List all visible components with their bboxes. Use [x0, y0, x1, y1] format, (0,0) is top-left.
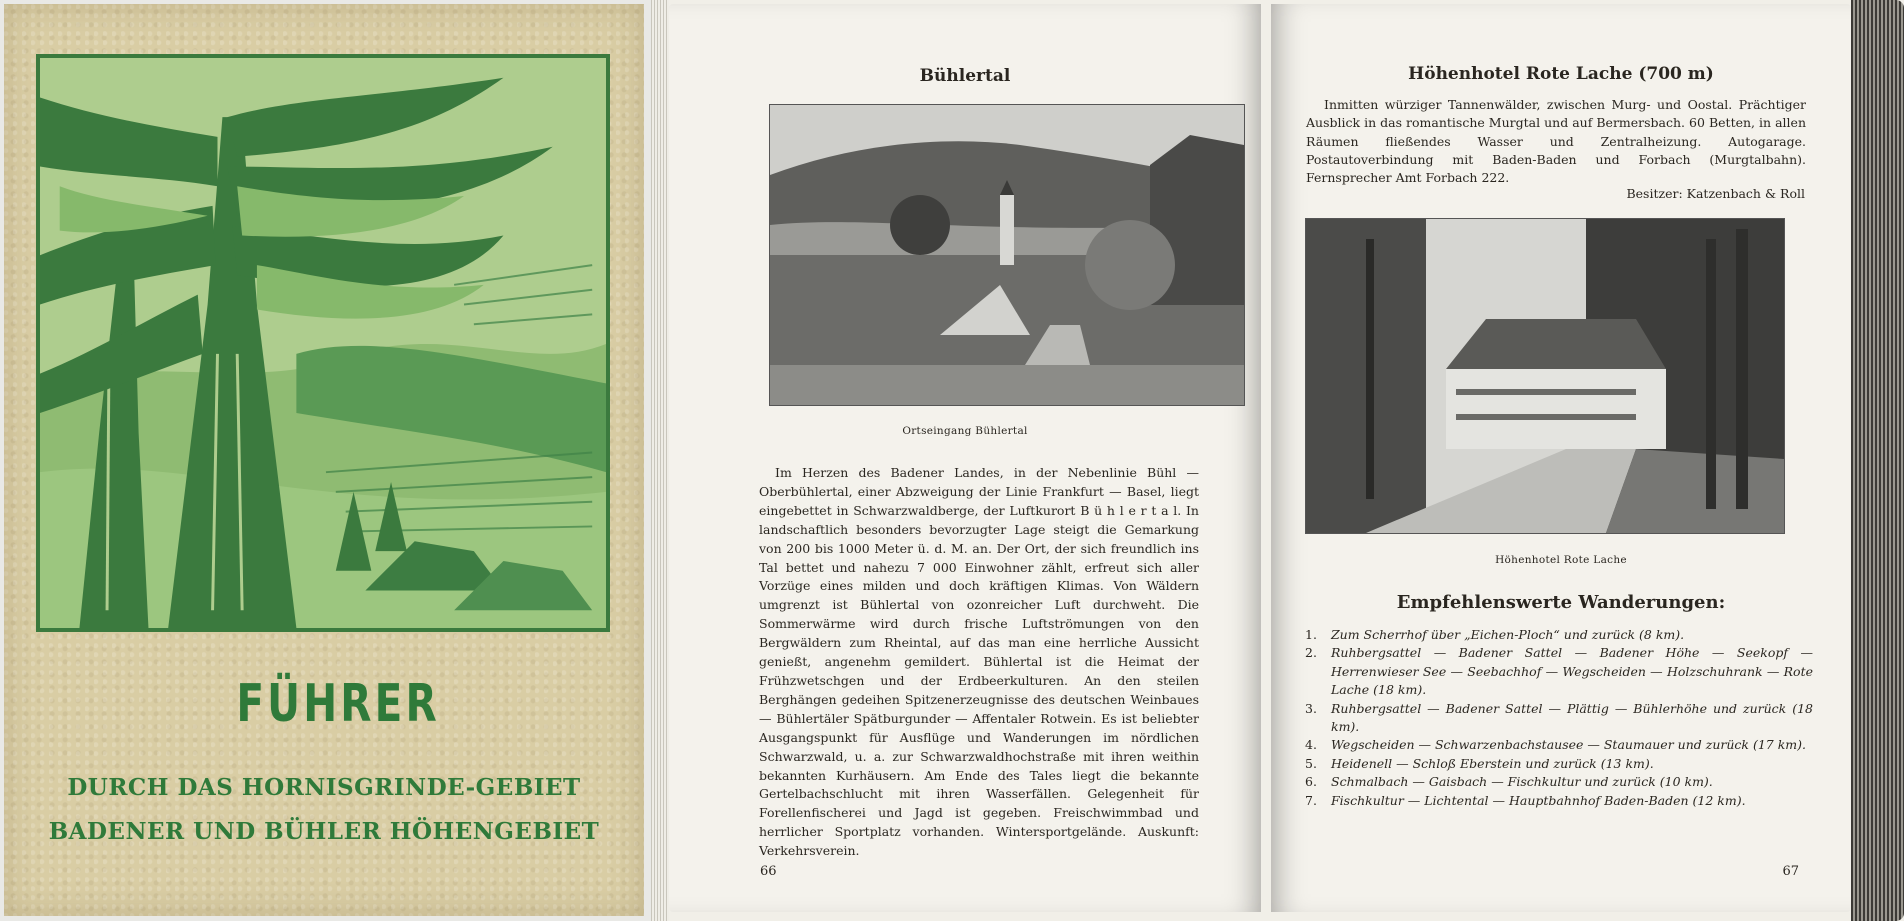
photo-caption-buehlertal: Ortseingang Bühlertal	[902, 425, 1028, 437]
body-text-buehlertal: Im Herzen des Badener Landes, in der Nebenlinie Bühl — Oberbühlertal, einer Abzweigung der Linie Frankfurt — Basel, liegt eingebettet in Schwarzwaldberge, der Luftkurort B ü h l e r t a l. In landschaftlich besonders bevorzugter Lage steigt die Gemarkung von 200 bis 1000 Meter ü. d. M. an. Der Ort, der sich freundlich ins Tal bettet und nahezu 7 000 Einwohner zählt, erfreut sich aller Vorzüge eines milden und doch kräftigen Klimas. Von Wäldern umgrenzt ist Bühlertal von ozonreicher Luft durchweht. Die Sommerwärme wird durch frische Luftströmungen von den Bergwäldern zum Rheintal, auf das man eine herrliche Aussicht genießt, angenehm gemildert. Bühlertal ist die Heimat der Frühzwetschgen und der Erdbeerkulturen. An den steilen Berghängen gedeihen Spitzenerzeugnisse des deutschen Weinbaues — Bühlertäler Spätburgunder — Affentaler Rotwein. Es ist beliebter Ausgangspunkt für Ausflüge und Wanderungen im nördlichen Schwarzwald, u. a. zur Schwarzwaldhochstraße mit ihren weithin bekannten Kurhäusern. Am Ende des Tales liegt die bekannte Gertelbachschlucht mit ihren Wasserfällen. Gelegenheit für Forellenfischerei und Jagd ist gegeben. Freischwimmbad und herrlicher Sportplatz vorhanden. Wintersportgelände. Auskunft: Verkehrsverein.	[759, 465, 1199, 859]
page-number-right: 67	[1782, 864, 1799, 879]
list-item: 1. Zum Scherrhof über „Eichen-Ploch“ und zurück (8 km).	[1305, 627, 1685, 642]
cover-title: FÜHRER	[236, 674, 440, 734]
list-item: 3. Ruhbergsattel — Badener Sattel — Plättig — Bühlerhöhe und zurück (18 km).	[1305, 700, 1813, 735]
page-number-left: 66	[760, 864, 777, 879]
book-cover	[4, 4, 644, 916]
left-page	[669, 4, 1261, 912]
list-item: 7. Fischkultur — Lichtental — Hauptbahnhof Baden-Baden (12 km).	[1305, 792, 1746, 808]
cover-subtitle-line-1: DURCH DAS HORNISGRINDE-GEBIET	[67, 774, 581, 801]
photo-ortseingang-buehlertal	[769, 104, 1245, 406]
walks-heading: Empfehlenswerte Wanderungen:	[1396, 592, 1726, 613]
photo-hoehenhotel-rote-lache	[1305, 218, 1785, 534]
hotel-owner: Besitzer: Katzenbach & Roll	[1626, 186, 1805, 201]
list-item: 5. Heidenell — Schloß Eberstein und zurück (13 km).	[1305, 755, 1654, 771]
page-stack-right	[1851, 0, 1904, 921]
open-book	[651, 0, 1904, 921]
hotel-description: Inmitten würziger Tannenwälder, zwischen Murg- und Oostal. Prächtiger Ausblick in das romantische Murgtal und auf Bermersbach. 60 Betten, in allen Räumen fließendes Wasser und Zentralheizung. Autogarage. Postautoverbindung mit Baden-Baden und Forbach (Murgtalbahn). Fernsprecher Amt Forbach 222.	[1306, 97, 1806, 186]
page-heading-buehlertal: Bühlertal	[919, 66, 1011, 86]
cover-illustration-fir-tree	[36, 54, 610, 632]
cover-subtitle-line-2: BADENER UND BÜHLER HÖHENGEBIET	[48, 818, 600, 845]
list-item: 4. Wegscheiden — Schwarzenbachstausee — Staumauer und zurück (17 km).	[1305, 737, 1806, 753]
list-item: 2. Ruhbergsattel — Badener Sattel — Badener Höhe — Seekopf — Herrenwieser See — Seebachhof — Wegscheiden — Holzschuhrank — Rote Lache (18 km).	[1305, 645, 1813, 698]
list-item: 6. Schmalbach — Gaisbach — Fischkultur und zurück (10 km).	[1305, 774, 1713, 790]
page-heading-hoehenhotel: Höhenhotel Rote Lache (700 m)	[1408, 64, 1714, 84]
photo-caption-hoehenhotel: Höhenhotel Rote Lache	[1495, 554, 1627, 566]
walks-list	[1305, 626, 1813, 810]
right-page	[1271, 4, 1851, 912]
page-stack-left	[651, 0, 669, 921]
